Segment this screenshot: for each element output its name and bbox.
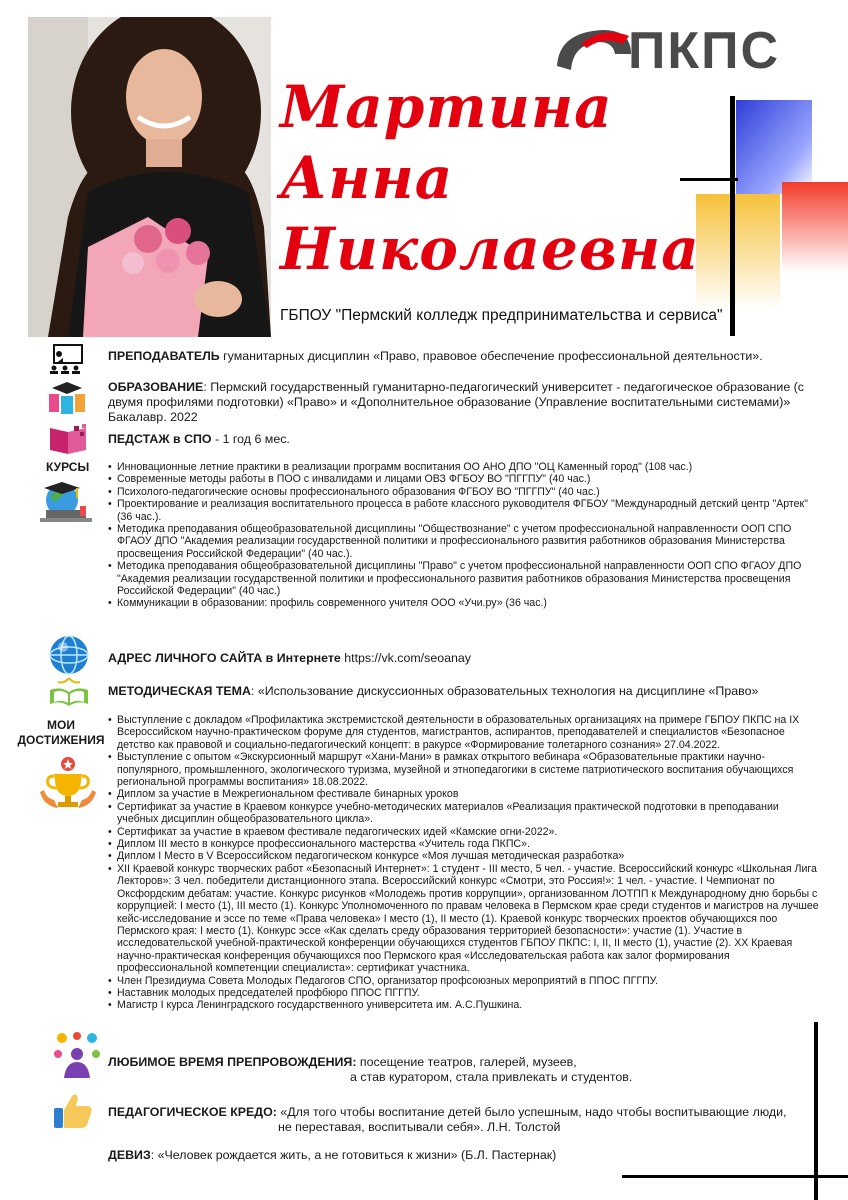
experience-row (108, 432, 290, 447)
education-row (108, 380, 813, 425)
list-item: • Методика преподавания общеобразовательной дисциплины "Право" с учетом профессиональной направленности ООП СПО ФГАОУ ДПО "Академия реализации государственной политики и профессионального развития работников образования Министерства просвещения Российской Федерации" (40 час.) (108, 560, 808, 597)
motto-text: : «Человек рождается жить, а не готовиться к жизни» (Б.Л. Пастернак) (150, 1148, 557, 1162)
full-name (280, 72, 700, 285)
list-item: • Психолого-педагогические основы профессионального образования ФГБОУ ВО "ПГГПУ" (40 час.) (108, 486, 808, 498)
hobby-row (108, 1055, 808, 1085)
list-item: • Наставник молодых председателей профбюро ППОС ПГГПУ. (108, 987, 820, 999)
achievements-list (108, 714, 820, 1012)
list-item: • Современные методы работы в ПОО с инвалидами и лицами ОВЗ ФГБОУ ВО "ПГГПУ" (40 час.) (108, 473, 808, 485)
list-item: • Диплом I Место в V Всероссийском педагогическом конкурсе «Моя лучшая методическая разработка» (108, 850, 820, 862)
achievements-label-line2: ДОСТИЖЕНИЯ (17, 733, 105, 747)
education-text: : Пермский государственный гуманитарно-педагогический университет - педагогическое образование (с двумя профилями подготовки) «Право» и «Дополнительное образование (Управление воспитательными системами)» Бакалавр. 2022 (108, 380, 804, 424)
credo-text-line1: «Для того чтобы воспитание детей было успешным, надо чтобы воспитывающие люди, (276, 1105, 787, 1119)
thumbs-up-icon (52, 1092, 94, 1130)
list-item: • Выступление с докладом «Профилактика экстремистской деятельности в образовательных организациях на примере ГБПОУ ПКПС на IX Всероссийском научно-практическом форуме для студентов, магистрантов, аспирантов, преподавателей и специалистов «Безопасное детство как правовой и социально-педагогический концепт: в ракурсе «Формирование толетарного сознания» 27.04.2022. (108, 714, 820, 751)
people-ideas-icon (52, 1030, 102, 1078)
teacher-board-icon (48, 344, 84, 374)
website-title: АДРЕС ЛИЧНОГО САЙТА в Интернете (108, 651, 341, 665)
logo-text: ПКПС (628, 22, 781, 80)
decorative-line-horizontal (622, 1175, 848, 1178)
courses-label: КУРСЫ (46, 460, 90, 474)
name-line-patronymic: Николаевна (280, 215, 700, 283)
book-cubes-icon (46, 424, 90, 456)
website-row (108, 651, 471, 666)
decorative-line-vertical (814, 1022, 818, 1200)
education-title: ОБРАЗОВАНИЕ (108, 380, 204, 394)
list-item: • Проектирование и реализация воспитательного процесса в работе классного руководителя ФГБОУ "Международный детский центр "Артек" (36 час.). (108, 498, 808, 523)
list-item: • Методика преподавания общеобразовательной дисциплины "Обществознание" с учетом профессиональной направленности ООП СПО ФГАОУ ДПО "Академия реализации государственной политики и профессионального развития работников образования Министерства просвещения Российской Федерации" (40 час.). (108, 523, 808, 560)
logo-arc-icon (553, 24, 633, 80)
list-item: • XII Краевой конкурс творческих работ «Безопасный Интернет»: 1 студент - III место, 5 чел. - участие. Всероссийский конкурс «Школьная Лига Лекторов»: 3 чел. победители дистанционного этапа. Всероссийский конкурс «Смотри, это Россия!»: 1 чел. - участие. I Чемпионат по Оксфордским дебатам: участие. Конкурс рисунков «Молодежь против коррупции», организованном ЛОТПП к Международному дню борьбы с коррупцией: I место (1), III место (1). Конкурс Уполномоченного по правам человека в Пермском крае среди студентов и магистров на лучшее кейс-исследование и эссе по теме «Права человека» I место (1), II место (1). Краевой конкурс творческих проектов обучающихся поо Пермского края: I место (1). Конкурс эссе «Как сделать среду образования территорией безопасности»: участие (1). Участие в исследовательской учебной-практической конференции обучающихся студентов ГБПОУ ПКПС: I, II, II место (1), участие (2). XX Краевая научно-практическая конференция обучающихся поо Пермского края «Исследовательская работа как залог формирования профессиональной компетенции специалиста»: сертификат участника. (108, 863, 820, 975)
credo-text-line2: не переставая, воспитывали себя». Л.Н. Толстой (278, 1120, 561, 1134)
list-item: • Выступление с опытом «Экскурсионный маршрут «Хани-Мани» в рамках открытого вебинара «Образовательные практики научно-популярного, промышленного, экологического туризма, музейной и этнопедагогики в системе патриотического воспитания обучающихся региональной программы воспитания» 18.08.2022. (108, 751, 820, 788)
open-book-icon (46, 676, 92, 710)
list-item: • Коммуникации в образовании: профиль современного учителя ООО «Учи.ру» (36 час.) (108, 597, 808, 609)
achievements-label-line1: МОИ (47, 718, 75, 732)
name-line-surname: Мартина (280, 73, 613, 141)
method-row (108, 684, 828, 699)
hobby-text-line1: посещение театров, галерей, музеев, (356, 1055, 577, 1069)
achievements-label (12, 718, 110, 748)
list-item: • Член Президиума Совета Молодых Педагогов СПО, организатор профсоюзных мероприятий в ППОС ПГГПУ. (108, 975, 820, 987)
decorative-squares (680, 96, 848, 336)
credo-row (108, 1105, 808, 1135)
trophy-icon (38, 756, 98, 812)
credo-title: ПЕДАГОГИЧЕСКОЕ КРЕДО: (108, 1105, 277, 1119)
method-title: МЕТОДИЧЕСКАЯ ТЕМА (108, 684, 251, 698)
college-name: ГБПОУ "Пермский колледж предпринимательства и сервиса" (280, 307, 723, 324)
list-item: • Сертификат за участие в Краевом конкурсе учебно-методических материалов «Реализация практической подготовки в преподавании учебных дисциплин общеобразовательного цикла». (108, 801, 820, 826)
motto-title: ДЕВИЗ (108, 1148, 151, 1162)
list-item: • Инновационные летние практики в реализации программ воспитания ОО АНО ДПО "ОЦ Каменный город" (108 час.) (108, 461, 808, 473)
experience-title: ПЕДСТАЖ в СПО (108, 432, 212, 446)
list-item: • Диплом за участие в Межрегиональном фестивале бинарных уроков (108, 788, 820, 800)
graduation-laptop-icon (36, 476, 96, 526)
website-link[interactable]: https://vk.com/seoanay (340, 651, 471, 665)
list-item: • Сертификат за участие в краевом фестивале педагогических идей «Камские огни-2022». (108, 826, 820, 838)
teacher-row (108, 349, 828, 364)
profile-photo (28, 17, 271, 337)
globe-icon (48, 634, 90, 676)
hobby-title: ЛЮБИМОЕ ВРЕМЯ ПРЕПРОВОЖДЕНИЯ: (108, 1055, 357, 1069)
motto-row (108, 1148, 798, 1163)
method-text: : «Использование дискуссионных образовательных технология на дисциплине «Право» (250, 684, 759, 698)
experience-text: - 1 год 6 мес. (211, 432, 290, 446)
books-icon (46, 378, 88, 416)
name-line-first: Анна (280, 144, 454, 212)
teacher-title: ПРЕПОДАВАТЕЛЬ (108, 349, 220, 363)
list-item: • Магистр I курса Ленинградского государственного университета им. А.С.Пушкина. (108, 999, 820, 1011)
courses-list (108, 461, 808, 610)
list-item: • Диплом III место в конкурсе профессионального мастерства «Учитель года ПКПС». (108, 838, 820, 850)
hobby-text-line2: а став куратором, стала привлекать и студентов. (350, 1070, 633, 1084)
teacher-text: гуманитарных дисциплин «Право, правовое обеспечение профессиональной деятельности». (219, 349, 763, 363)
